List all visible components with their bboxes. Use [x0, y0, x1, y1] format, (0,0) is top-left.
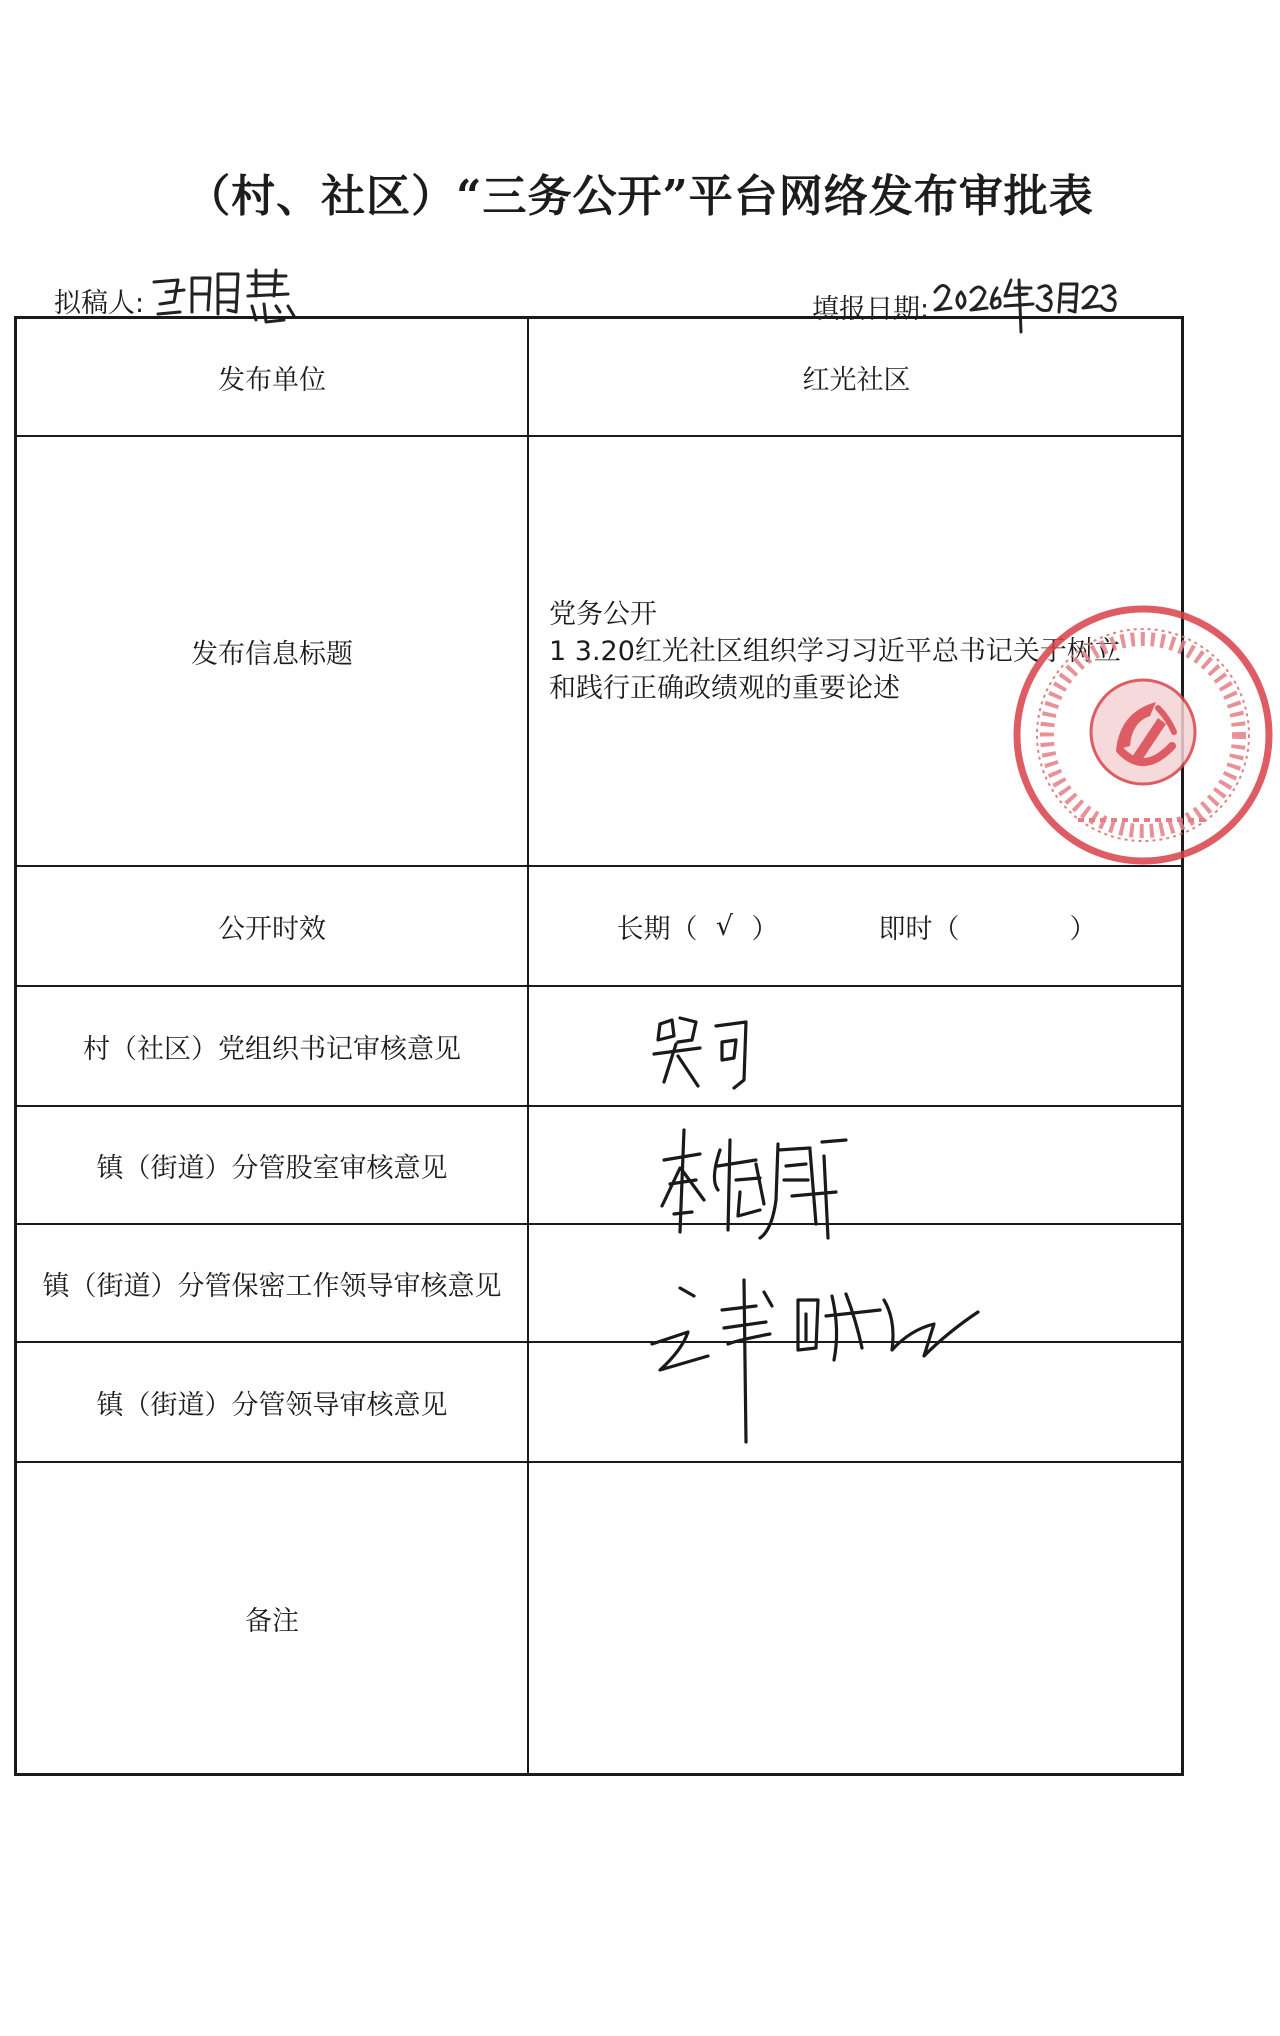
info-title-line: 和践行正确政绩观的重要论述	[549, 672, 900, 704]
immediate-option	[879, 907, 1097, 946]
immediate-label: 即时（	[878, 913, 960, 945]
town-secrecy-leader-signature	[648, 1270, 988, 1450]
drafter	[54, 266, 298, 320]
long-term-check: √	[715, 910, 734, 942]
publisher-label: 发布单位	[218, 364, 326, 396]
village-secretary-signature	[650, 1010, 770, 1100]
info-title-line: 1 3.20红光社区组织学习习近平总书记关于树立	[549, 635, 1121, 667]
long-term-option	[617, 907, 779, 946]
timeliness-value	[529, 867, 1184, 985]
long-term-label: 长期（	[616, 913, 698, 945]
form-title: （村、社区）“三务公开”平台网络发布审批表	[186, 171, 1094, 222]
timeliness-label: 公开时效	[218, 913, 326, 945]
town-leader-label: 镇（街道）分管领导审核意见	[96, 1389, 448, 1421]
approval-table	[14, 316, 1184, 1776]
immediate-close: ）	[1069, 913, 1097, 945]
town-office-label: 镇（街道）分管股室审核意见	[96, 1152, 448, 1184]
info-title-line: 党务公开	[549, 598, 657, 630]
drafter-label: 拟稿人:	[54, 288, 145, 319]
info-title-label: 发布信息标题	[191, 638, 353, 670]
publisher-value: 红光社区	[802, 364, 911, 396]
town-office-signature	[660, 1120, 850, 1250]
remarks-label: 备注	[245, 1605, 299, 1637]
remarks-value	[529, 1463, 1184, 1773]
date-label: 填报日期:	[812, 294, 930, 325]
town-secrecy-leader-label: 镇（街道）分管保密工作领导审核意见	[42, 1270, 502, 1302]
long-term-close: ）	[751, 913, 779, 945]
party-emblem-seal	[1008, 600, 1278, 870]
village-secretary-label: 村（社区）党组织书记审核意见	[83, 1033, 461, 1065]
